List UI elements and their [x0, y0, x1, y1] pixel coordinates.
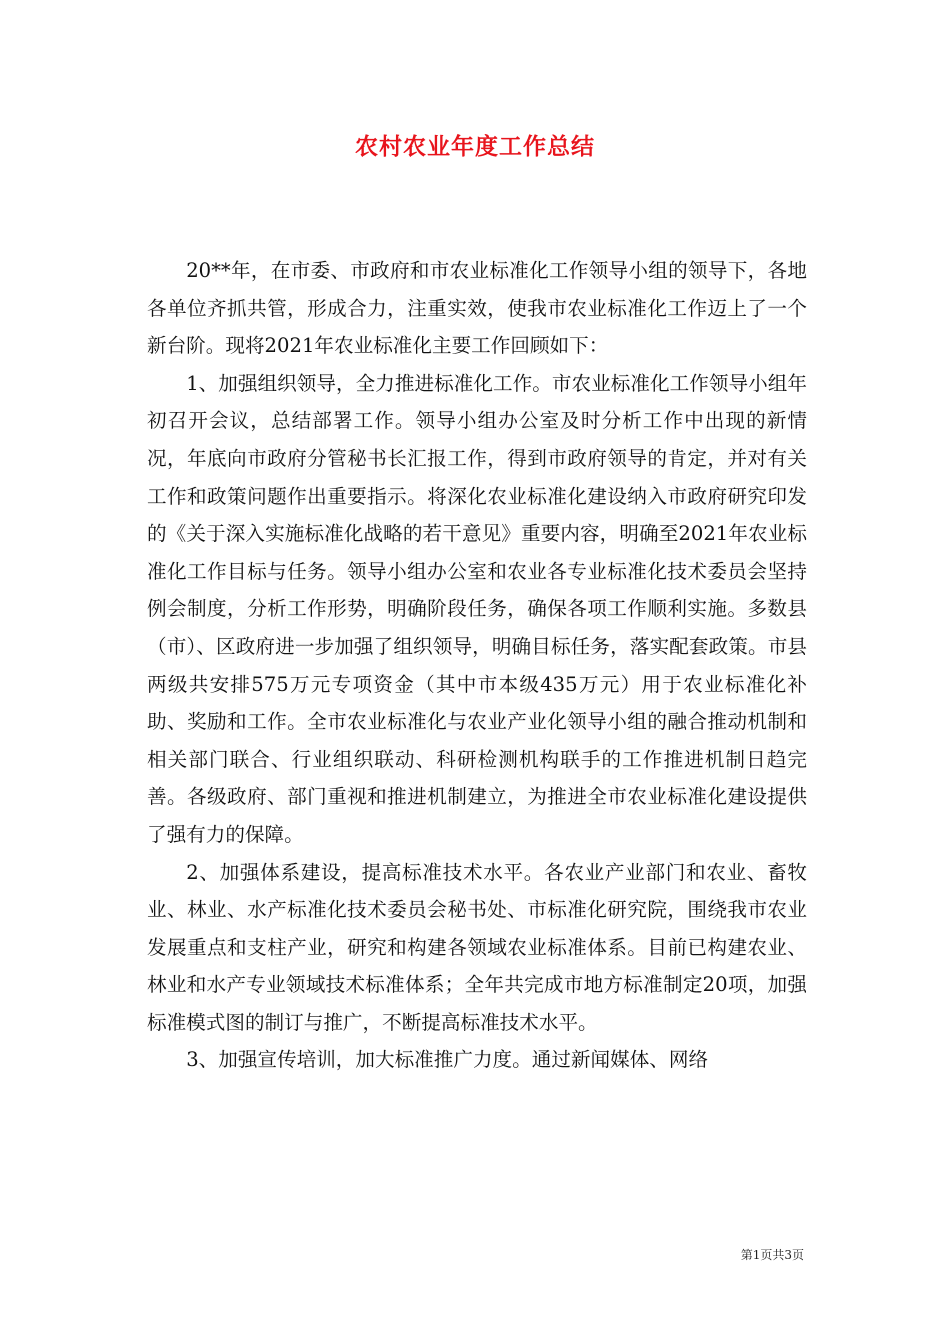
paragraph-intro: 20**年，在市委、市政府和市农业标准化工作领导小组的领导下，各地各单位齐抓共管，形成合力，注重实效，使我市农业标准化工作迈上了一个新台阶。现将2021年农业标准化主要工作回顾如下： — [147, 259, 807, 358]
page-number: 第1页共3页 — [740, 1248, 804, 1262]
document-body — [147, 252, 807, 1079]
paragraph-publicity: 3、加强宣传培训，加大标准推广力度。通过新闻媒体、网络 — [186, 1048, 709, 1072]
paragraph-system-building: 2、加强体系建设，提高标准技术水平。各农业产业部门和农业、畜牧业、林业、水产标准化技术委员会秘书处、市标准化研究院，围绕我市农业发展重点和支柱产业，研究和构建各领域农业标准体系。目前已构建农业、林业和水产专业领域技术标准体系；全年共完成市地方标准制定20项，加强标准模式图的制订与推广，不断提高标准技术水平。 — [147, 860, 807, 1034]
paragraph-organization: 1、加强组织领导，全力推进标准化工作。市农业标准化工作领导小组年初召开会议，总结部署工作。领导小组办公室及时分析工作中出现的新情况，年底向市政府分管秘书长汇报工作，得到市政府领导的肯定，并对有关工作和政策问题作出重要指示。将深化农业标准化建设纳入市政府研究印发的《关于深入实施标准化战略的若干意见》重要内容，明确至2021年农业标准化工作目标与任务。领导小组办公室和农业各专业标准化技术委员会坚持例会制度，分析工作形势，明确阶段任务，确保各项工作顺利实施。多数县（市）、区政府进一步加强了组织领导，明确目标任务，落实配套政策。市县两级共安排575万元专项资金（其中市本级435万元）用于农业标准化补助、奖励和工作。全市农业标准化与农业产业化领导小组的融合推动机制和相关部门联合、行业组织联动、科研检测机构联手的工作推进机制日趋完善。各级政府、部门重视和推进机制建立，为推进全市农业标准化建设提供了强有力的保障。 — [147, 371, 807, 846]
document-title: 农村农业年度工作总结 — [355, 133, 595, 160]
